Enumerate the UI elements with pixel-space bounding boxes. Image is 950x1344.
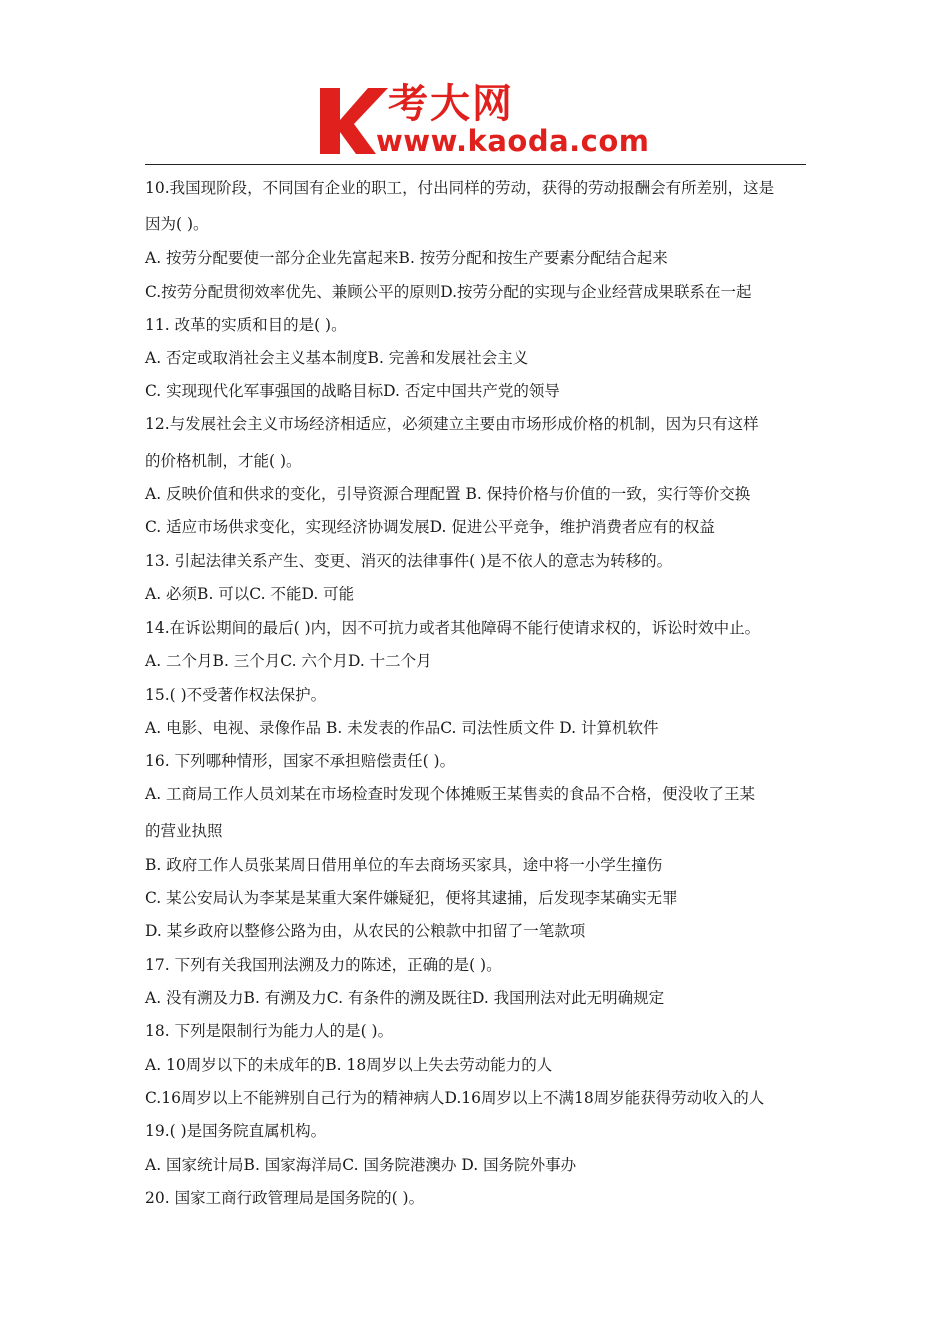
question-line: 15.( )不受著作权法保护。: [145, 686, 327, 704]
option-line: A. 国家统计局B. 国家海洋局C. 国务院港澳办 D. 国务院外事办: [145, 1156, 577, 1174]
question-line: 10.我国现阶段，不同国有企业的职工，付出同样的劳动，获得的劳动报酬会有所差别，这是: [145, 179, 775, 197]
option-line: A. 反映价值和供求的变化，引导资源合理配置 B. 保持价格与价值的一致，实行等价交换: [145, 485, 751, 503]
question-line: 16. 下列哪种情形，国家不承担赔偿责任( )。: [145, 752, 456, 770]
option-line: A. 工商局工作人员刘某在市场检查时发现个体摊贩王某售卖的食品不合格，便没收了王某: [145, 785, 756, 803]
option-line: C. 实现现代化军事强国的战略目标D. 否定中国共产党的领导: [145, 382, 560, 400]
option-line: C.16周岁以上不能辨别自己行为的精神病人D.16周岁以上不满18周岁能获得劳动收入的人: [145, 1089, 765, 1107]
question-line: 13. 引起法律关系产生、变更、消灭的法律事件( )是不依人的意志为转移的。: [145, 552, 673, 570]
question-line: 17. 下列有关我国刑法溯及力的陈述，正确的是( )。: [145, 956, 502, 974]
question-line: 19.( )是国务院直属机构。: [145, 1122, 327, 1140]
question-line: 11. 改革的实质和目的是( )。: [145, 316, 347, 334]
question-line: 14.在诉讼期间的最后( )内，因不可抗力或者其他障碍不能行使请求权的，诉讼时效中止。: [145, 619, 761, 637]
question-line: 18. 下列是限制行为能力人的是( )。: [145, 1022, 394, 1040]
option-line: C. 适应市场供求变化，实现经济协调发展D. 促进公平竞争，维护消费者应有的权益: [145, 518, 715, 536]
option-line: A. 没有溯及力B. 有溯及力C. 有条件的溯及既往D. 我国刑法对此无明确规定: [145, 989, 665, 1007]
logo-chinese-name: 考大网: [388, 81, 514, 127]
option-line: A. 必须B. 可以C. 不能D. 可能: [145, 585, 355, 603]
option-line: B. 政府工作人员张某周日借用单位的车去商场买家具，途中将一小学生撞伤: [145, 856, 663, 874]
logo-url: www.kaoda.com: [376, 124, 650, 158]
option-line: D. 某乡政府以整修公路为由，从农民的公粮款中扣留了一笔款项: [145, 922, 586, 940]
option-line: A. 否定或取消社会主义基本制度B. 完善和发展社会主义: [145, 349, 529, 367]
option-line: A. 二个月B. 三个月C. 六个月D. 十二个月: [145, 652, 432, 670]
question-line: 20. 国家工商行政管理局是国务院的( )。: [145, 1189, 425, 1207]
option-line: C. 某公安局认为李某是某重大案件嫌疑犯，便将其逮捕，后发现李某确实无罪: [145, 889, 678, 907]
question-line: 因为( )。: [145, 215, 209, 233]
option-line: A. 按劳分配要使一部分企业先富起来B. 按劳分配和按生产要素分配结合起来: [145, 249, 668, 267]
option-line: A. 电影、电视、录像作品 B. 未发表的作品C. 司法性质文件 D. 计算机软件: [145, 719, 659, 737]
option-line: C.按劳分配贯彻效率优先、兼顾公平的原则D.按劳分配的实现与企业经营成果联系在一起: [145, 283, 752, 301]
option-line: 的营业执照: [145, 822, 223, 840]
option-line: A. 10周岁以下的未成年的B. 18周岁以上失去劳动能力的人: [145, 1056, 553, 1074]
question-line: 12.与发展社会主义市场经济相适应，必须建立主要由市场形成价格的机制，因为只有这样: [145, 415, 759, 433]
header-divider: [145, 164, 806, 165]
question-line: 的价格机制，才能( )。: [145, 452, 302, 470]
kaoda-logo: [318, 80, 650, 160]
